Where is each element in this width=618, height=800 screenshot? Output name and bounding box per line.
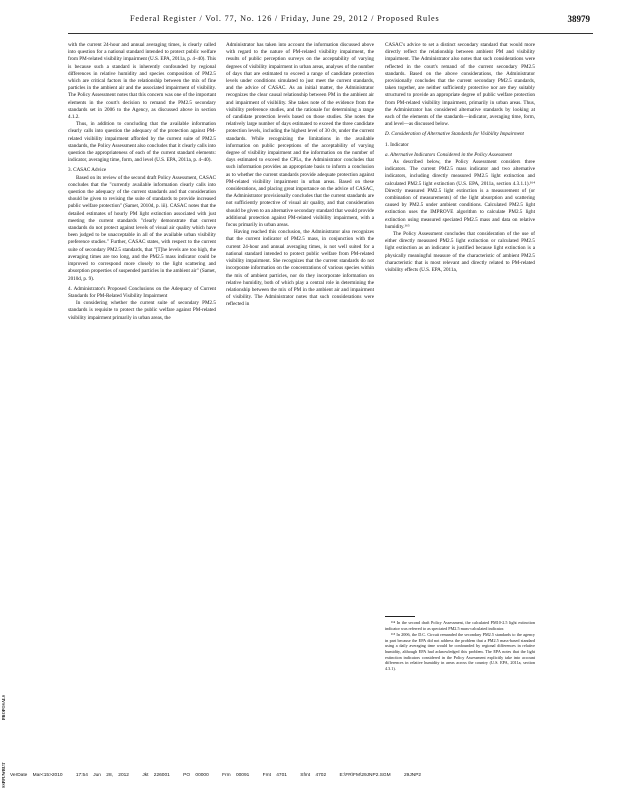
paragraph: Based on its review of the second draft Policy Assessment, CASAC concludes that the "currently available information clearly calls into question the adequacy of the current standards and that consideration should be given to revising the suite of standards to provide increased public welfare protection" (Samet, 2010d, p. iii). CASAC notes that the detailed estimates of hourly PM light extinction associated with just meeting the current standards "clearly demonstrate that current standards do not protect against levels of visual air quality which have been judged to be unacceptable in all of the available urban visibility preference studies." Further, CASAC states, with respect to the current suite of secondary PM2.5 standards, that "[T]he levels are too high, the averaging times are too long, and the PM2.5 mass indicator could be improved to correspond more closely to the light scattering and absorption properties of suspended particles in the ambient air" (Samet, 2010d, p. 9). (68, 174, 216, 282)
footer-item: 17:54 Jun 28, 2012 (75, 773, 129, 778)
page-number: 38979 (567, 14, 590, 24)
section-heading: 1. Indicator (385, 141, 409, 148)
section-heading: 3. CASAC Advice (68, 167, 107, 174)
sidebar-label: SSPPUWBUT (1, 762, 6, 788)
header-rule (68, 33, 593, 34)
footer-item: PO 00000 (183, 773, 209, 778)
paragraph: The Policy Assessment concludes that consideration of the use of either directly measured PM2.5 light extinction or calculated PM2.5 light extinction as an indicator is justified because light extinction is a physically meaningful measure of the characteristic of ambient PM2.5 characteristic that is most relevant and directly related to PM-related visibility effects (U.S. EPA, 2011a, (385, 231, 535, 274)
column-3 (385, 42, 535, 274)
footer-item: 29JNP2 (404, 773, 422, 778)
section-heading: a. Alternative Indicators Considered in the Policy Assessment (385, 151, 512, 158)
footer-item: Jkt 226001 (142, 773, 170, 778)
column-1 (68, 42, 216, 322)
paragraph: Having reached this conclusion, the Administrator also recognizes that the current indicator of PM2.5 mass, in conjunction with the current 24-hour and annual averaging times, is not well suited for a national standard intended to protect public welfare from PM-related visibility impairment. She recognizes that the current standards do not incorporate information on the concentrations of various species within the mix of ambient particles, nor do they incorporate information on relative humidity, both of which play a central role in determining the relationship between the mix of PM in the ambient air and impairment of visibility. The Administrator notes that such considerations were reflected in (226, 229, 374, 308)
side-margin-label (1, 660, 11, 790)
section-heading: D. Consideration of Alternative Standards for Visibility Impairment (385, 131, 524, 138)
footnote: ¹⁶⁵ In 2006, the D.C. Circuit remanded the secondary PM2.5 standards to the agency in part because the EPA did not address the problem that a PM2.5 mass-based standard using a daily averaging time would be confounded by regional differences in relative humidity, although EPA had acknowledged this problem. The EPA notes that the light extinction indicators considered in the Policy Assessment explicitly take into account differences in relative humidity in areas across the country (U.S. EPA, 2011a, section 4.3.1). (385, 632, 535, 671)
page-footer (10, 773, 610, 778)
paragraph: As described below, the Policy Assessment considers three indicators. The current PM2.5 mass indicator and two alternative indicators, including directly measured PM2.5 light extinction and calculated PM2.5 light extinction (U.S. EPA, 2011a, section 4.3.1.1).¹⁶⁴ Directly measured PM2.5 light extinction is a measurement of (or combination of measurements) of the light absorption and scattering caused by PM2.5 under ambient conditions. Calculated PM2.5 light extinction uses the IMPROVE algorithm to calculate PM2.5 light extinction using measured speciated PM2.5 mass and data on relative humidity.¹⁶⁵ (385, 159, 535, 230)
paragraph: Thus, in addition to concluding that the available information clearly calls into question the adequacy of the protection against PM-related visibility impairment afforded by the current suite of PM2.5 standards, the Policy Assessment also concludes that it clearly calls into question the appropriateness of each of the current standard elements: indicator, averaging time, form, and level (U.S. EPA, 2011a, p. 4–40). (68, 121, 216, 164)
footnote: ¹⁶⁴ In the second draft Policy Assessment, the calculated PM10-2.5 light extinction indicator was referred to as speciated PM2.5 mass-calculated indicator. (385, 620, 535, 631)
section-heading: 4. Administrator's Proposed Conclusions on the Adequacy of Current Standards for PM-Related Visibility Impairment (68, 285, 216, 299)
footnotes (385, 620, 535, 672)
sidebar-label: PROPOSALS (1, 694, 6, 720)
paragraph: Administrator has taken into account the information discussed above with regard to the nature of PM-related visibility impairment, the results of public perception surveys on the acceptability of varying degrees of visibility impairment in urban areas, analyses of the number of days that are estimated to exceed a range of candidate protection levels under conditions simulated to just meet the current standards, and the advice of CASAC. As an initial matter, the Administrator recognizes the clear causal relationship between PM in the ambient air and impairment of visibility. She takes note of the evidence from the visibility preference studies, and the rationale for determining a range of candidate protection levels based on those studies. She notes the relatively large number of days estimated to exceed the three candidate protection levels, including the highest level of 30 dv, under the current standards. While recognizing the limitations in the available information on public perceptions of the acceptability of varying degree of visibility impairment and the information on the number of days estimated to exceed the CPLs, the Administrator concludes that such information provides an appropriate basis to inform a conclusion as to whether the current standards provide adequate protection against PM-related visibility impairment in urban areas. Based on these considerations, and placing great importance on the advice of CASAC, the Administrator provisionally concludes that the current standards are not sufficiently protective of visual air quality, and that consideration should be given to an alternative secondary standard that would provide additional protection against PM-related visibility impairment, with a focus primarily in urban areas. (226, 42, 374, 229)
footnote-rule (385, 616, 415, 617)
footer-item: E:\FR\FM\29JNP2.SGM (339, 773, 391, 778)
paragraph: with the current 24-hour and annual averaging times, is clearly called into question for a national standard intended to protect public welfare from PM-related visibility impairment (U.S. EPA, 2011a, p. 4–40). This is because such a standard is inherently confounded by regional differences in relative humidity and species composition of PM2.5 which are critical factors in the relationship between the mix of fine particles in the ambient air and the associated impairment of visibility. The Policy Assessment notes that this concern was one of the important elements in the court's decision to remand the PM2.5 secondary standards set in 2006 to the Agency, as discussed above in section 4.1.2. (68, 42, 216, 121)
footer-item: Fmt 4701 (262, 773, 287, 778)
column-2 (226, 42, 374, 309)
header-citation: Federal Register / Vol. 77, No. 126 / Friday, June 29, 2012 / Proposed Rules (130, 14, 440, 23)
footer-item: VerDate Mar<15>2010 (10, 773, 63, 778)
paragraph: CASAC's advice to set a distinct secondary standard that would more directly reflect the relationship between ambient PM and visibility impairment. The Administrator also notes that such considerations were reflected in the court's remand of the current secondary PM2.5 standards. Based on the above considerations, the Administrator provisionally concludes that the current secondary PM2.5 standards, taken together, are neither sufficiently protective nor are they suitably structured to provide an appropriate degree of public welfare protection from PM-related visibility impairment, primarily in urban areas. Thus, the Administrator has considered alternative standards by looking at each of the elements of the standards—indicator, averaging time, form, and level—as discussed below. (385, 42, 535, 128)
footer-item: Sfmt 4702 (300, 773, 327, 778)
paragraph: In considering whether the current suite of secondary PM2.5 standards is requisite to protect the public welfare against PM-related visibility impairment primarily in urban areas, the (68, 300, 216, 321)
footer-item: Frm 00091 (222, 773, 250, 778)
